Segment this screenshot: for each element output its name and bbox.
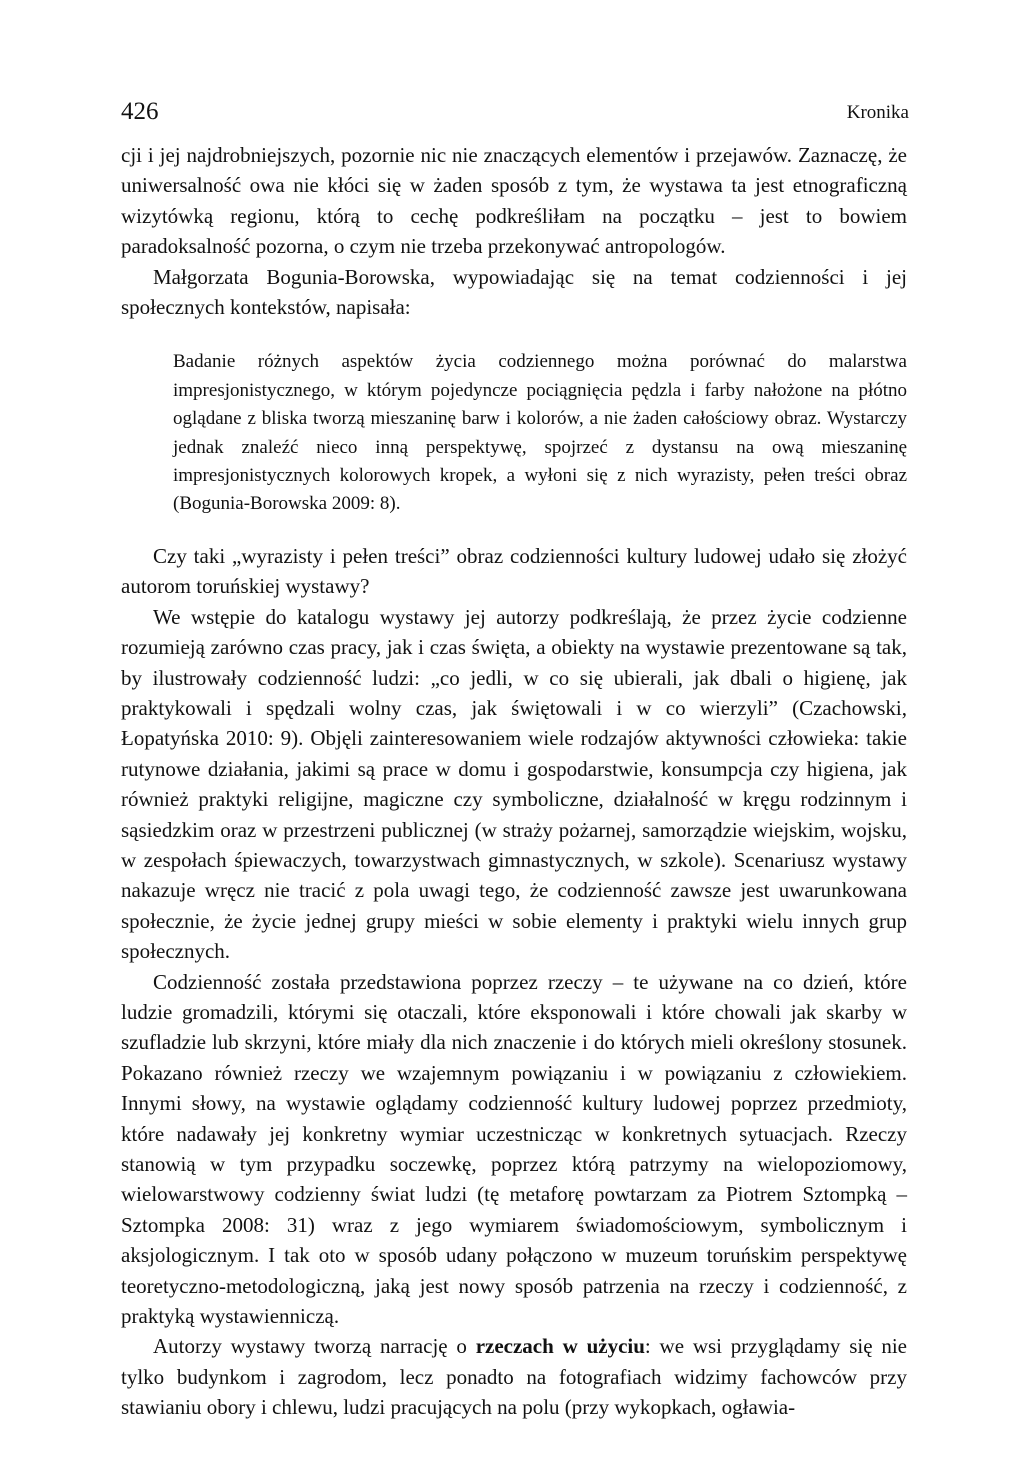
paragraph-6-bold: rzeczach w użyciu (475, 1334, 645, 1359)
body-text (121, 140, 907, 1423)
block-quote: Badanie różnych aspektów życia codziennego można porównać do malarstwa impresjonistycznego, w którym pojedyncze pociągnięcia pędzla i farby nałożone na płótno oglądane z bliska tworzą mieszaninę barw i kolorów, a nie żaden całościowy obraz. Wystarczy jednak znaleźć nieco inną perspektywę, spojrzeć z dystansu na ową mieszaninę impresjonistycznych kolorowych kropek, a wyłoni się z nich wyrazisty, pełen treści obraz (Bogunia-Borowska 2009: 8). (173, 351, 907, 515)
paragraph-6 (121, 1331, 907, 1422)
paragraph-6-start: Autorzy wystawy tworzą narrację o (153, 1334, 476, 1359)
paragraph-1: cji i jej najdrobniejszych, pozornie nic nie znaczących elementów i przejawów. Zaznaczę, że uniwersalność owa nie kłóci się w żaden sposób z tym, że wystawa ta jest etnograficzną wizytówką regionu, którą to cechę podkreśliłam na początku – jest to bowiem paradoksalność pozorna, o czym nie trzeba przekonywać antropologów. (121, 143, 907, 259)
page-header (121, 98, 909, 138)
paragraph-5: Codzienność została przedstawiona poprzez rzeczy – te używane na co dzień, które ludzie gromadzili, którymi się otaczali, które eksponowali i które chowali jak skarby w szufladzie lub skrzyni, które miały dla nich znaczenie i do których mieli określony stosunek. Pokazano również rzeczy we wzajemnym powiązaniu i w powiązaniu z człowiekiem. Innymi słowy, na wystawie oglądamy codzienność kultury ludowej poprzez przedmioty, które nadawały jej konkretny wymiar uczestnicząc w konkretnych sytuacjach. Rzeczy stanowią w tym przypadku soczewkę, poprzez którą patrzymy na wielopoziomowy, wielowarstwowy codzienny świat ludzi (tę metaforę powtarzam za Piotrem Sztompką – Sztompka 2008: 31) wraz z jego wymiarem świadomościowym, symbolicznym i aksjologicznym. I tak oto w sposób udany połączono w muzeum toruńskim perspektywę teoretyczno-metodologiczną, jaką jest nowy sposób patrzenia na rzeczy i codzienność, z praktyką wystawienniczą. (121, 969, 907, 1329)
running-head: Kronika (846, 102, 909, 123)
page-number: 426 (121, 98, 159, 125)
paragraph-4: We wstępie do katalogu wystawy jej autorzy podkreślają, że przez życie codzienne rozumieją zarówno czas pracy, jak i czas święta, a obiekty na wystawie prezentowane są tak, by ilustrowały codzienność ludzi: „co jedli, w co się ubierali, jak dbali o higienę, jak praktykowali i spędzali wolny czas, jak świętowali i w co wierzyli” (Czachowski, Łopatyńska 2010: 9). Objęli zainteresowaniem wiele rodzajów aktywności człowieka: takie rutynowe działania, jakimi są prace w domu i gospodarstwie, konsumpcja czy higiena, jak również praktyki religijne, magiczne czy symboliczne, działalność w kręgu rodzinnym i sąsiedzkim oraz w przestrzeni publicznej (w straży pożarnej, samorządzie wiejskim, wojsku, w zespołach śpiewaczych, towarzystwach gimnastycznych, w szkole). Scenariusz wystawy nakazuje wręcz nie tracić z pola uwagi tego, że codzienność zawsze jest uwarunkowana społecznie, że życie jednej grupy mieści w sobie elementy i praktyki wielu innych grup społecznych. (121, 604, 907, 964)
paragraph-3: Czy taki „wyrazisty i pełen treści” obraz codzienności kultury ludowej udało się złożyć autorom toruńskiej wystawy? (121, 543, 907, 599)
paragraph-2: Małgorzata Bogunia-Borowska, wypowiadając się na temat codzienności i jej społecznych kontekstów, napisała: (121, 264, 907, 320)
paragraph-6-end: : we wsi przyglądamy się nie tylko budynkom i zagrodom, lecz ponadto na fotografiach widzimy fachowców przy stawianiu obory i chlewu, ludzi pracujących na polu (przy wykopkach, ogławia- (121, 1334, 907, 1420)
